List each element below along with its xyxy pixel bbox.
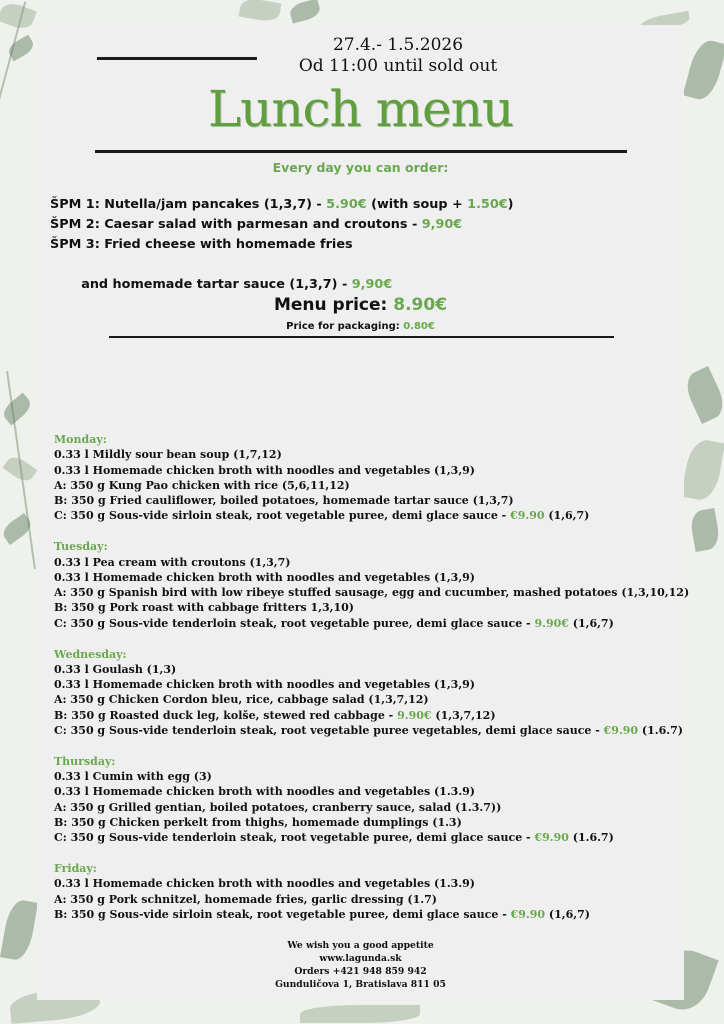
dish-price: €9.90 <box>510 908 546 922</box>
dish-line: A: 350 g Pork schnitzel, homemade fries, garlic dressing (1.7) <box>54 892 437 906</box>
dish-price: €9.90 <box>534 831 569 845</box>
dish-line: 0.33 l Homemade chicken broth with noodles and vegetables (1,3,9) <box>54 678 476 692</box>
footer-orders: Orders +421 948 859 942 <box>294 966 427 977</box>
dish-line: A: 350 g Chicken Cordon bleu, rice, cabbage salad (1,3,7,12) <box>54 693 429 707</box>
day-name: Monday: <box>54 433 107 446</box>
item-price: 5.90€ <box>326 197 367 212</box>
everyday-item-2: ŠPM 2: Caesar salad with parmesan and croutons - 9,90€ <box>50 217 463 232</box>
date-range: 27.4.- 1.5.2026 <box>332 35 464 55</box>
dish-price: €9.90 <box>510 509 545 523</box>
footer-wish: We wish you a good appetite <box>287 940 434 951</box>
page-title: Lunch menu <box>207 80 514 138</box>
dish-line: 0.33 l Pea cream with croutons (1,3,7) <box>54 555 291 569</box>
date-rule <box>97 57 257 60</box>
dish-line: C: 350 g Sous-vide tenderloin steak, root vegetable puree, demi glace sauce - €9.90 (1.6.7) <box>54 831 614 845</box>
day-section <box>54 539 690 631</box>
menu-price-value: 8.90€ <box>393 295 448 315</box>
footer-website: www.lagunda.sk <box>319 953 402 964</box>
dish-line: A: 350 g Grilled gentian, boiled potatoes, cranberry sauce, salad (1.3.7)) <box>54 800 502 814</box>
everyday-item-1: ŠPM 1: Nutella/jam pancakes (1,3,7) - 5.90€ (with soup + 1.50€) <box>50 197 514 212</box>
dish-line: B: 350 g Chicken perkelt from thighs, homemade dumplings (1.3) <box>54 816 462 830</box>
day-name: Tuesday: <box>54 540 108 554</box>
dish-line: 0.33 l Goulash (1,3) <box>54 662 177 676</box>
packaging-price: Price for packaging: 0.80€ <box>286 321 435 332</box>
day-section <box>54 432 674 524</box>
dish-line: 0.33 l Homemade chicken broth with noodles and vegetables (1.3.9) <box>54 785 476 799</box>
dish-line: 0.33 l Homemade chicken broth with noodles and vegetables (1.3.9) <box>54 877 476 891</box>
day-name: Friday: <box>54 862 97 876</box>
dish-line: A: 350 g Spanish bird with low ribeye stuffed sausage, egg and cucumber, mashed potatoes (1,3,10,12) <box>54 586 690 600</box>
menu-price: Menu price: 8.90€ <box>273 295 448 315</box>
dish-line: 0.33 l Homemade chicken broth with noodles and vegetables (1,3,9) <box>54 570 476 584</box>
item-price: 9,90€ <box>421 217 463 232</box>
dish-line: B: 350 g Sous-vide sirloin steak, root vegetable puree, demi glace sauce - €9.90 (1,6,7) <box>54 908 590 922</box>
day-name: Thursday: <box>54 754 116 768</box>
dish-line: C: 350 g Sous-vide tenderloin steak, root vegetable puree, demi glace sauce - 9.90€ (1,6,7) <box>54 616 614 630</box>
dish-line: A: 350 g Kung Pao chicken with rice (5,6,11,12) <box>54 478 350 492</box>
footer-address: Gunduličova 1, Bratislava 811 05 <box>275 979 446 990</box>
dish-price: 9.90€ <box>397 708 432 722</box>
price-rule <box>109 336 614 338</box>
dish-line: C: 350 g Sous-vide sirloin steak, root vegetable puree, demi glace sauce - €9.90 (1,6,7) <box>54 509 590 523</box>
dish-line: B: 350 g Fried cauliflower, boiled potatoes, homemade tartar sauce (1,3,7) <box>54 494 514 508</box>
dish-line: B: 350 g Roasted duck leg, kolše, stewed red cabbage - 9.90€ (1,3,7,12) <box>54 708 496 722</box>
soup-price: 1.50€ <box>467 197 508 212</box>
dish-line: 0.33 l Cumin with egg (3) <box>54 770 212 784</box>
dish-line: 0.33 l Mildly sour bean soup (1,7,12) <box>54 448 282 462</box>
opening-hours: Od 11:00 until sold out <box>298 56 498 76</box>
item-price: 9,90€ <box>351 277 393 292</box>
day-name: Wednesday: <box>54 647 127 661</box>
weekly-menu <box>54 432 690 938</box>
everyday-item-3: ŠPM 3: Fried cheese with homemade fries <box>50 237 353 252</box>
dish-line: B: 350 g Pork roast with cabbage fritters 1,3,10) <box>54 601 354 615</box>
title-rule <box>95 150 627 153</box>
footer <box>37 939 684 991</box>
everyday-heading: Every day you can order: <box>272 160 449 175</box>
dish-price: 9.90€ <box>534 616 569 630</box>
dish-price: €9.90 <box>603 724 639 738</box>
day-section <box>54 754 674 846</box>
everyday-item-3-cont: and homemade tartar sauce (1,3,7) - 9,90€ <box>76 277 393 292</box>
day-section <box>54 861 674 922</box>
dish-line: C: 350 g Sous-vide tenderloin steak, root vegetable puree vegetables, demi glace sauce - €9.90 (1.6.7) <box>54 724 683 738</box>
packaging-price-value: 0.80€ <box>403 321 435 332</box>
menu-sheet <box>37 25 690 1000</box>
date-block <box>37 35 684 77</box>
dish-line: 0.33 l Homemade chicken broth with noodles and vegetables (1,3,9) <box>54 463 476 477</box>
day-section <box>54 647 683 739</box>
